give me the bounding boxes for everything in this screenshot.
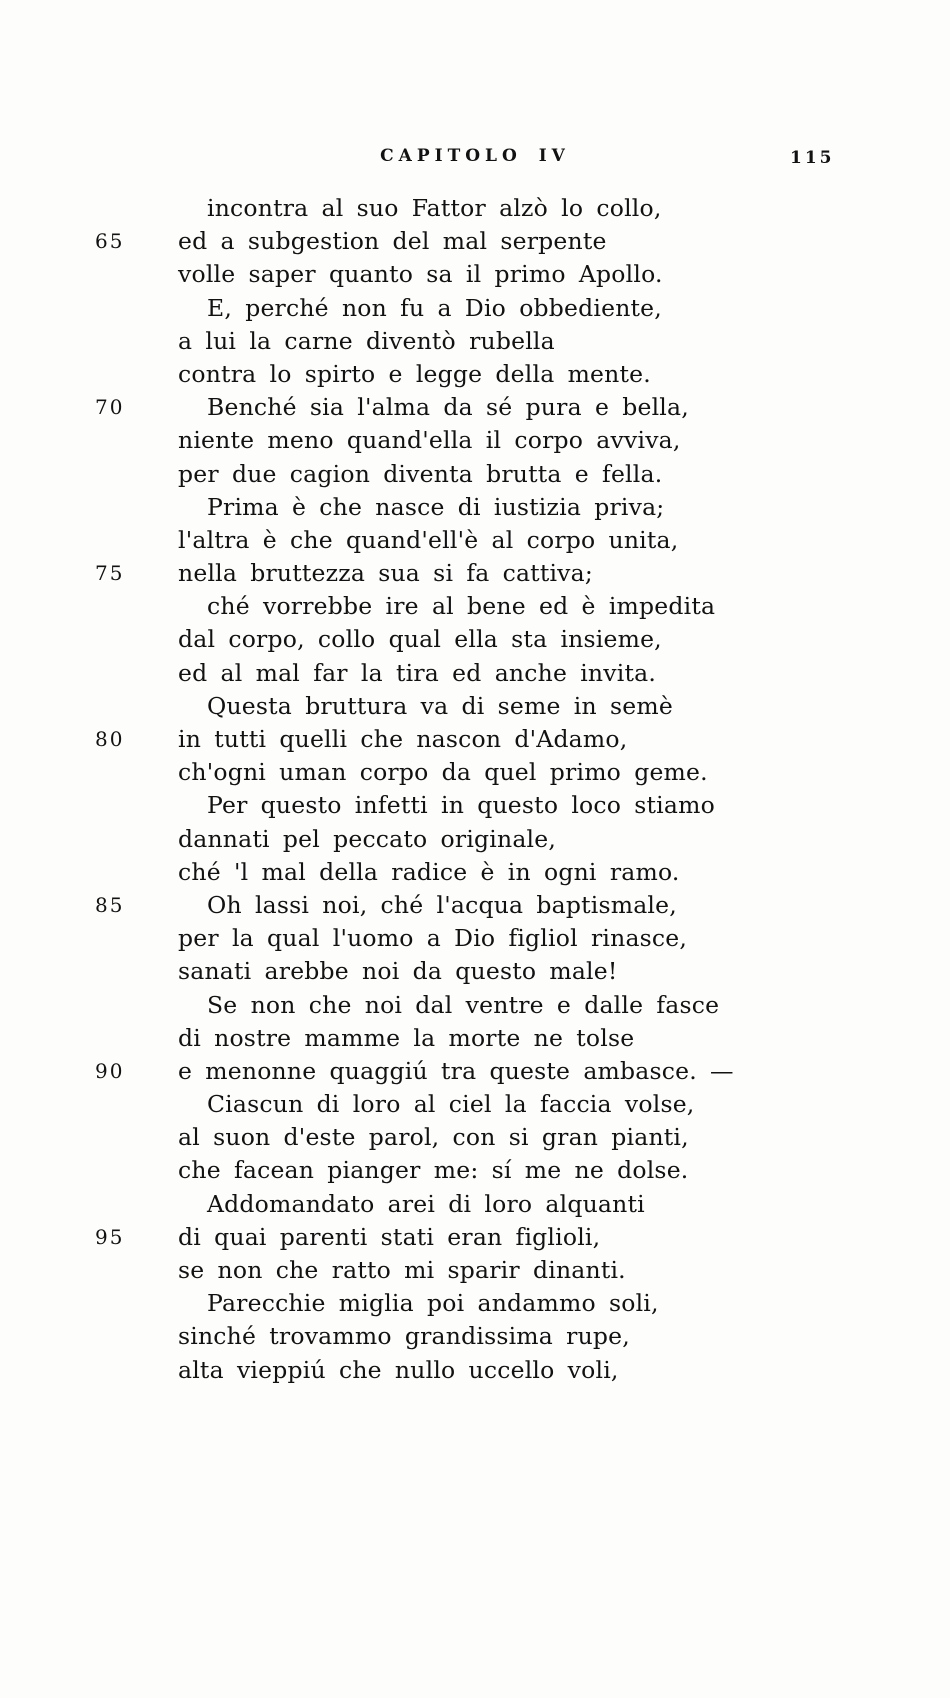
poem-line-text: sanati arebbe noi da questo male!: [178, 957, 618, 986]
poem-line: [0, 823, 950, 856]
poem-line: [0, 657, 950, 690]
chapter-heading: CAPITOLO IV: [380, 146, 570, 166]
poem-line-text: in tutti quelli che nascon d'Adamo,: [178, 725, 628, 753]
poem-line-text: volle saper quanto sa il primo Apollo.: [178, 260, 663, 289]
line-number: 90: [95, 1058, 125, 1083]
running-header: [0, 146, 950, 174]
poem-line: [0, 192, 950, 225]
poem-line: [0, 325, 950, 358]
poem-line: [0, 358, 950, 391]
poem-line-text: al suon d'este parol, con si gran pianti,: [178, 1123, 689, 1152]
poem-line: [0, 524, 950, 557]
line-number: 75: [95, 561, 125, 586]
poem-line-text: nella bruttezza sua si fa cattiva;: [178, 559, 593, 588]
poem-line-text: incontra al suo Fattor alzò lo collo,: [207, 194, 662, 222]
poem-line: [0, 1154, 950, 1187]
poem-line: [0, 557, 950, 590]
poem-line-text: ch'ogni uman corpo da quel primo geme.: [178, 758, 708, 787]
poem-line: [0, 989, 950, 1022]
poem-line-text: Prima è che nasce di iustizia priva;: [207, 492, 665, 521]
page-number: 115: [790, 148, 835, 168]
poem-line-text: Per questo infetti in questo loco stiamo: [207, 791, 715, 820]
poem-line-text: Benché sia l'alma da sé pura e bella,: [207, 393, 689, 422]
line-number: 85: [95, 892, 125, 917]
poem-line-text: alta vieppiú che nullo uccello voli,: [178, 1355, 619, 1384]
poem-line-text: ed al mal far la tira ed anche invita.: [178, 658, 656, 687]
poem-line: [0, 756, 950, 789]
poem-line-text: Oh lassi noi, ché l'acqua baptismale,: [207, 890, 677, 919]
poem-line-text: Ciascun di loro al ciel la faccia volse,: [207, 1090, 695, 1119]
poem: [0, 192, 950, 1387]
poem-line-text: di nostre mamme la morte ne tolse: [178, 1023, 635, 1052]
poem-line: [0, 1287, 950, 1320]
poem-line-text: ché vorrebbe ire al bene ed è impedita: [207, 592, 716, 621]
poem-line-text: ché 'l mal della radice è in ogni ramo.: [178, 857, 680, 886]
poem-line: [0, 258, 950, 291]
poem-line: [0, 1188, 950, 1221]
poem-line-text: ed a subgestion del mal serpente: [178, 227, 607, 256]
poem-line: [0, 623, 950, 656]
poem-line: [0, 723, 950, 756]
poem-line: [0, 690, 950, 723]
poem-line-text: che facean pianger me: sí me ne dolse.: [178, 1156, 689, 1185]
poem-line: [0, 856, 950, 889]
poem-line-text: Questa bruttura va di seme in semè: [207, 691, 673, 720]
poem-line-text: a lui la carne diventò rubella: [178, 326, 555, 355]
poem-line-text: Parecchie miglia poi andammo soli,: [207, 1289, 659, 1318]
poem-line: [0, 1121, 950, 1154]
poem-line-text: niente meno quand'ella il corpo avviva,: [178, 426, 681, 455]
poem-line: [0, 1055, 950, 1088]
poem-line: [0, 491, 950, 524]
poem-line: [0, 225, 950, 258]
poem-line-text: Addomandato arei di loro alquanti: [207, 1189, 645, 1218]
poem-line: [0, 1221, 950, 1254]
poem-line: [0, 1088, 950, 1121]
poem-line: [0, 1320, 950, 1353]
poem-line-text: e menonne quaggiú tra queste ambasce. —: [178, 1056, 734, 1085]
line-number: 70: [95, 395, 125, 420]
poem-line: [0, 1354, 950, 1387]
poem-line: [0, 424, 950, 457]
poem-line: [0, 922, 950, 955]
poem-line-text: sinché trovammo grandissima rupe,: [178, 1322, 630, 1351]
poem-line-text: dannati pel peccato originale,: [178, 824, 557, 853]
poem-line: [0, 391, 950, 424]
poem-line: [0, 458, 950, 491]
poem-line: [0, 1022, 950, 1055]
poem-line: [0, 789, 950, 822]
line-number: 65: [95, 229, 125, 254]
line-number: 80: [95, 727, 125, 751]
poem-line: [0, 292, 950, 325]
poem-line: [0, 955, 950, 988]
poem-line-text: per la qual l'uomo a Dio figliol rinasce,: [178, 924, 688, 953]
poem-line-text: Se non che noi dal ventre e dalle fasce: [207, 990, 720, 1019]
line-number: 95: [95, 1224, 125, 1249]
poem-line-text: per due cagion diventa brutta e fella.: [178, 459, 663, 488]
poem-line: [0, 1254, 950, 1287]
poem-line-text: dal corpo, collo qual ella sta insieme,: [178, 625, 662, 654]
poem-line-text: E, perché non fu a Dio obbediente,: [207, 293, 662, 322]
poem-line-text: di quai parenti stati eran figlioli,: [178, 1222, 601, 1251]
poem-line: [0, 590, 950, 623]
poem-line: [0, 889, 950, 922]
poem-line-text: se non che ratto mi sparir dinanti.: [178, 1256, 626, 1284]
poem-line-text: l'altra è che quand'ell'è al corpo unita,: [178, 525, 679, 554]
poem-line-text: contra lo spirto e legge della mente.: [178, 359, 651, 388]
